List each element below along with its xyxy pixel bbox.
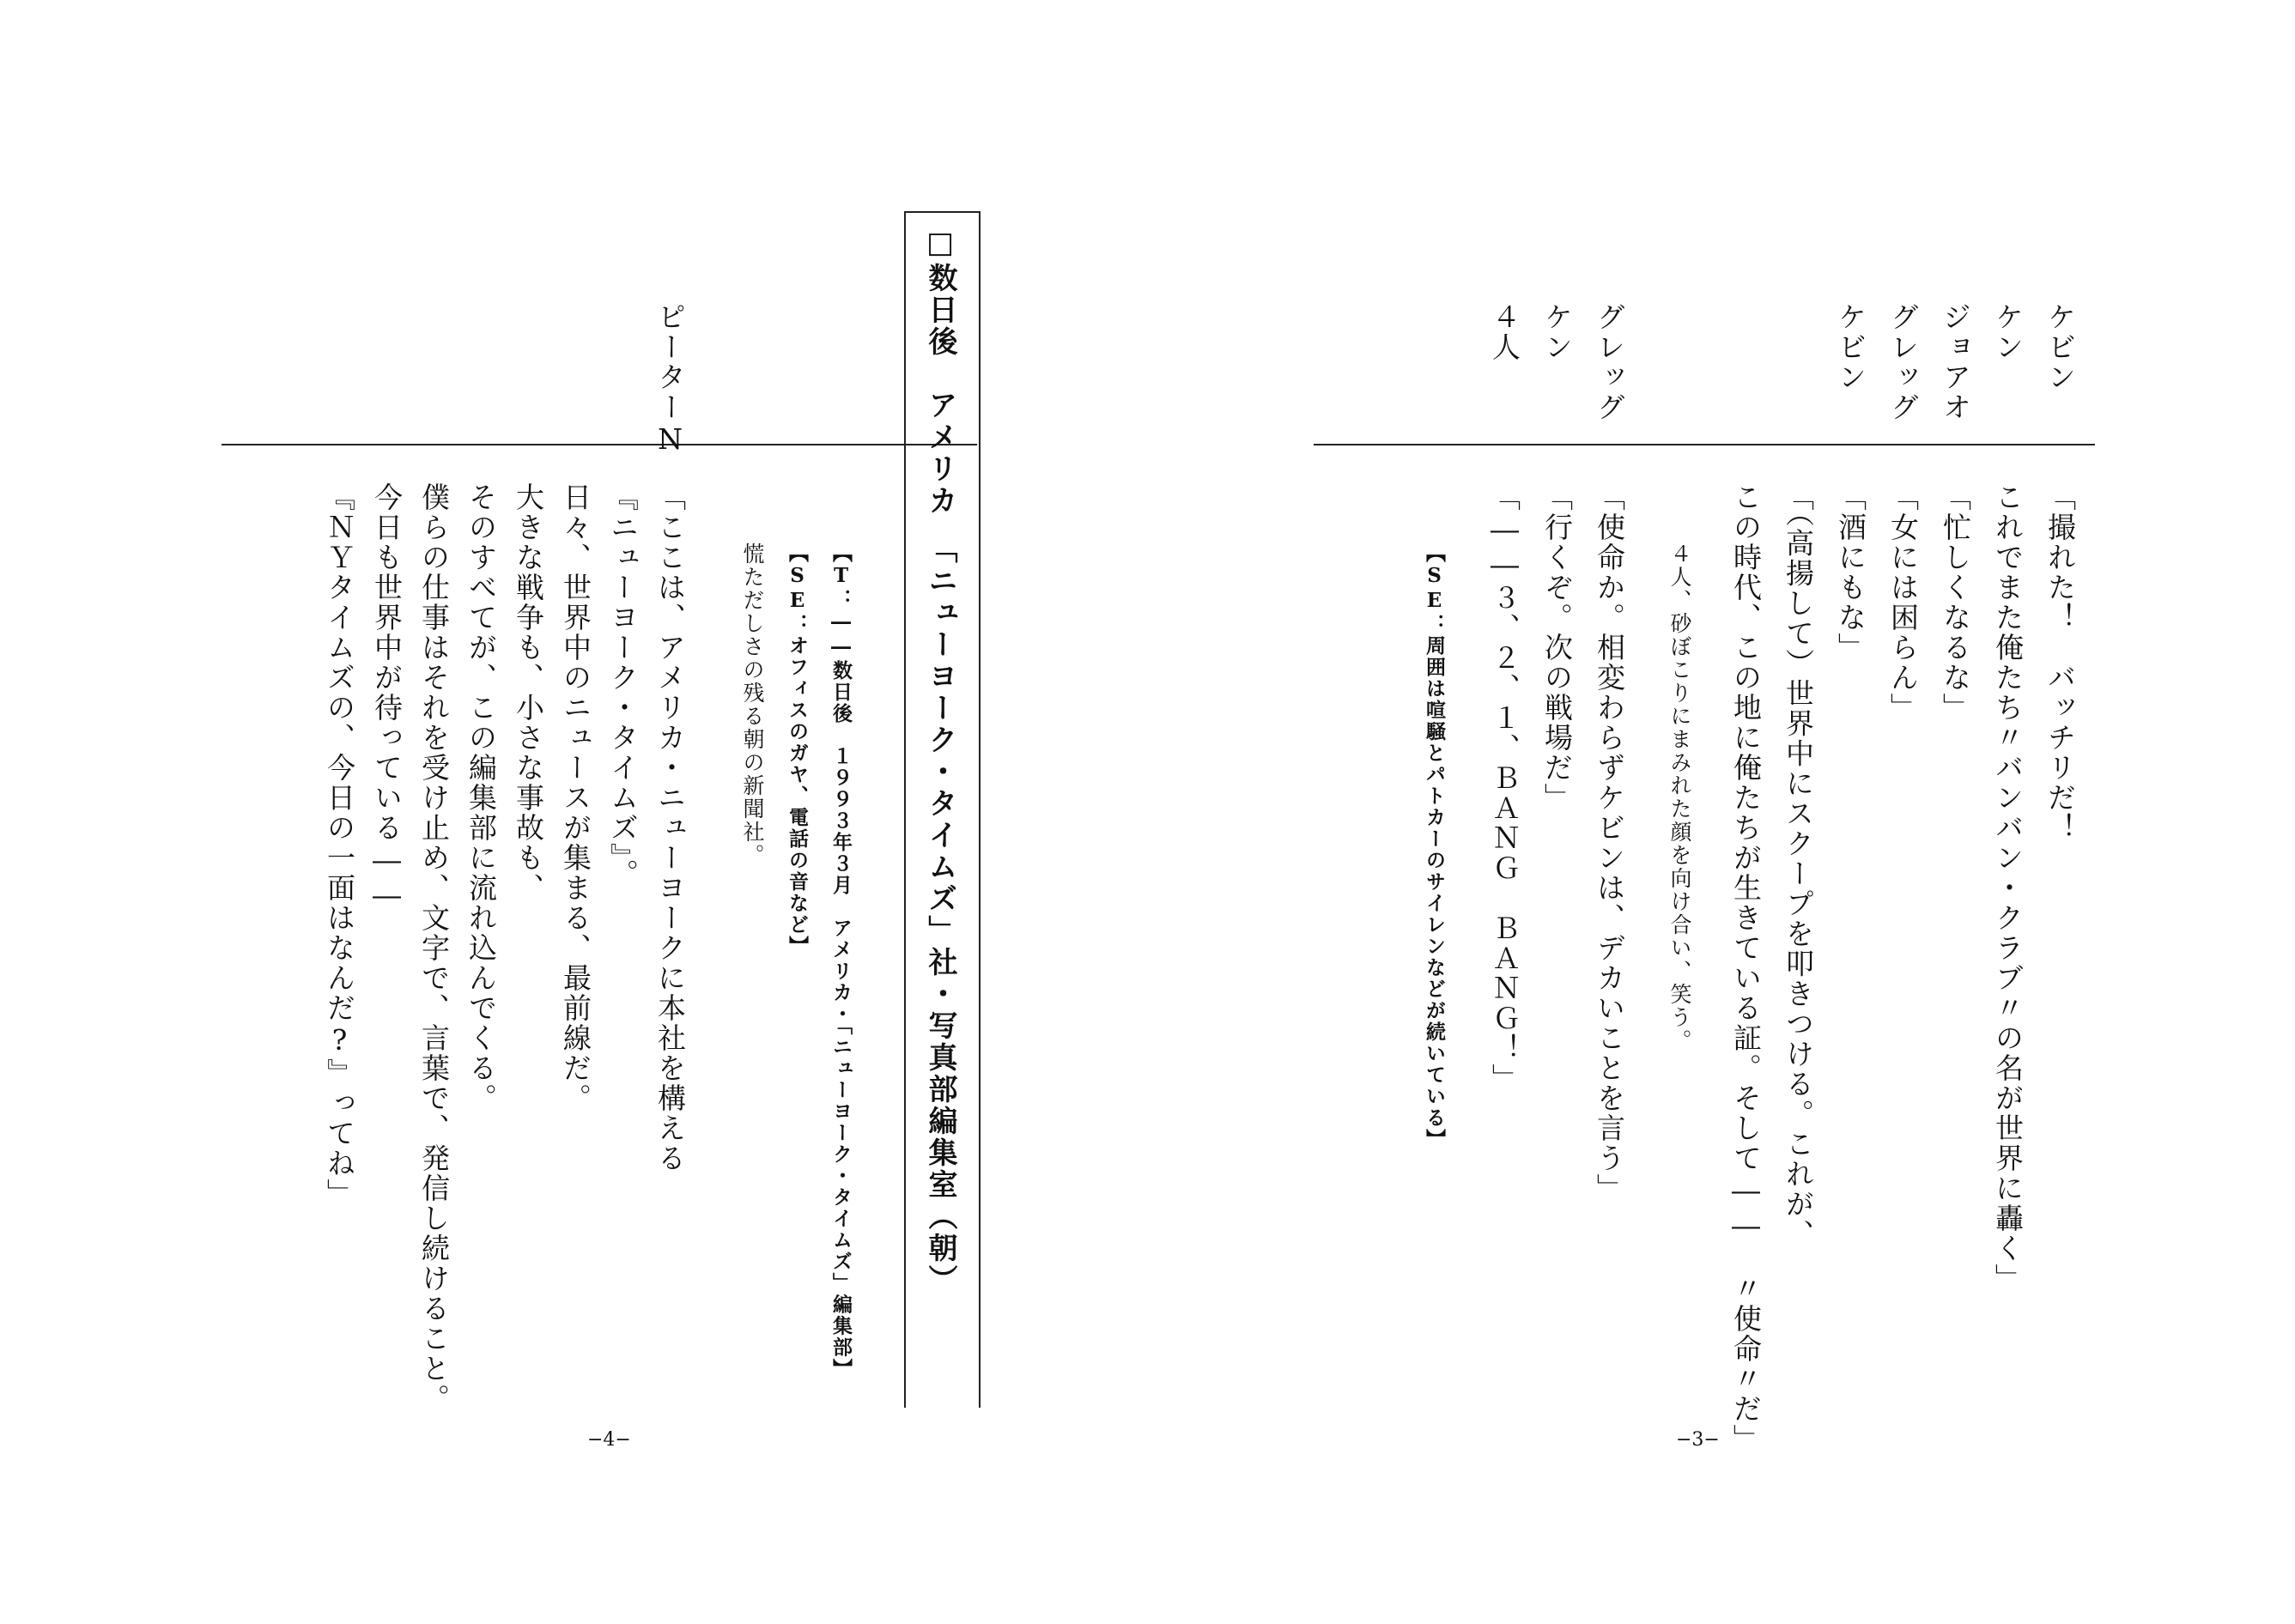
dialogue-line: 「――３、２、１、ＢＡＮＧ ＢＡＮＧ！」	[1488, 482, 1521, 1094]
scene-box-left-border	[979, 211, 981, 1408]
page-number: −4−	[587, 1429, 631, 1451]
dialogue-line: そのすべてが、この編集部に流れ込んでくる。	[464, 482, 498, 1113]
page4-rule	[222, 444, 977, 445]
dialogue-line: 「ここは、アメリカ・ニューヨークに本社を構える	[653, 482, 687, 1173]
stage-direction: ４人、砂ぼこりにまみれた顔を向け合い、笑う。	[1667, 542, 1692, 1052]
speaker: ケビン	[1834, 302, 1867, 392]
dialogue-line: 『ニューヨーク・タイムズ』。	[606, 482, 640, 889]
page-number: −3−	[1676, 1429, 1720, 1451]
stage-direction: 慌ただしさの残る朝の新聞社。	[740, 542, 765, 867]
dialogue-line: 「酒にもな」	[1834, 482, 1867, 663]
dialogue-line: 「撮れた！ バッチリだ！	[2043, 482, 2077, 843]
sound-effect-note: 【SE：周囲は喧騒とパトカーのサイレンなどが続いている】	[1423, 542, 1446, 1150]
speaker: グレッグ	[1593, 302, 1626, 422]
dialogue-line: 今日も世界中が待っている――	[370, 482, 404, 913]
dialogue-line: 僕らの仕事はそれを受け止め、文字で、言葉で、発信し続けること。	[417, 482, 451, 1414]
dialogue-line: 大きな戦争も、小さな事故も、	[512, 482, 545, 903]
speaker: ケン	[1991, 302, 2025, 362]
speaker: グレッグ	[1886, 302, 1920, 422]
dialogue-line: 「行くぞ。次の戦場だ」	[1540, 482, 1574, 813]
scene-box-right-border	[904, 211, 906, 1408]
dialogue-line: 「忙しくなるな」	[1939, 482, 1972, 723]
dialogue-line: これでまた俺たち〃バンバン・クラブ〃の名が世界に轟く」	[1991, 482, 2025, 1294]
dialogue-line: 日々、世界中のニュースが集まる、最前線だ。	[559, 482, 592, 1113]
dialogue-line: 『ＮＹタイムズの、今日の一面はなんだ?』ってね」	[323, 482, 356, 1209]
page3-rule	[1314, 444, 2095, 445]
sound-effect-note: 【SE：オフィスのガヤ、電話の音など】	[786, 542, 809, 957]
speaker: ４人	[1488, 302, 1521, 362]
dialogue-line: 「女には困らん」	[1886, 482, 1920, 723]
scene-heading: □数日後 アメリカ 「ニューヨーク・タイムズ」社・写真部編集室（朝）	[923, 226, 957, 1296]
speaker: ケン	[1540, 302, 1574, 362]
dialogue-line: 「（高揚して）世界中にスクープを叩きつける。これが、	[1782, 482, 1815, 1250]
telop-note: 【T：――数日後 １９９３年３月 アメリカ・「ニューヨーク・タイムズ」編集部】	[829, 542, 853, 1380]
scene-box-top-border	[904, 211, 981, 213]
speaker: ジョアオ	[1939, 302, 1972, 422]
speaker: ピーターN	[653, 302, 687, 458]
dialogue-line: この時代、この地に俺たちが生きている証。そして―― 〃使命〃だ」	[1729, 482, 1763, 1454]
speaker: ケビン	[2043, 302, 2077, 392]
dialogue-line: 「使命か。相変わらずケビンは、デカいことを言う」	[1593, 482, 1626, 1203]
